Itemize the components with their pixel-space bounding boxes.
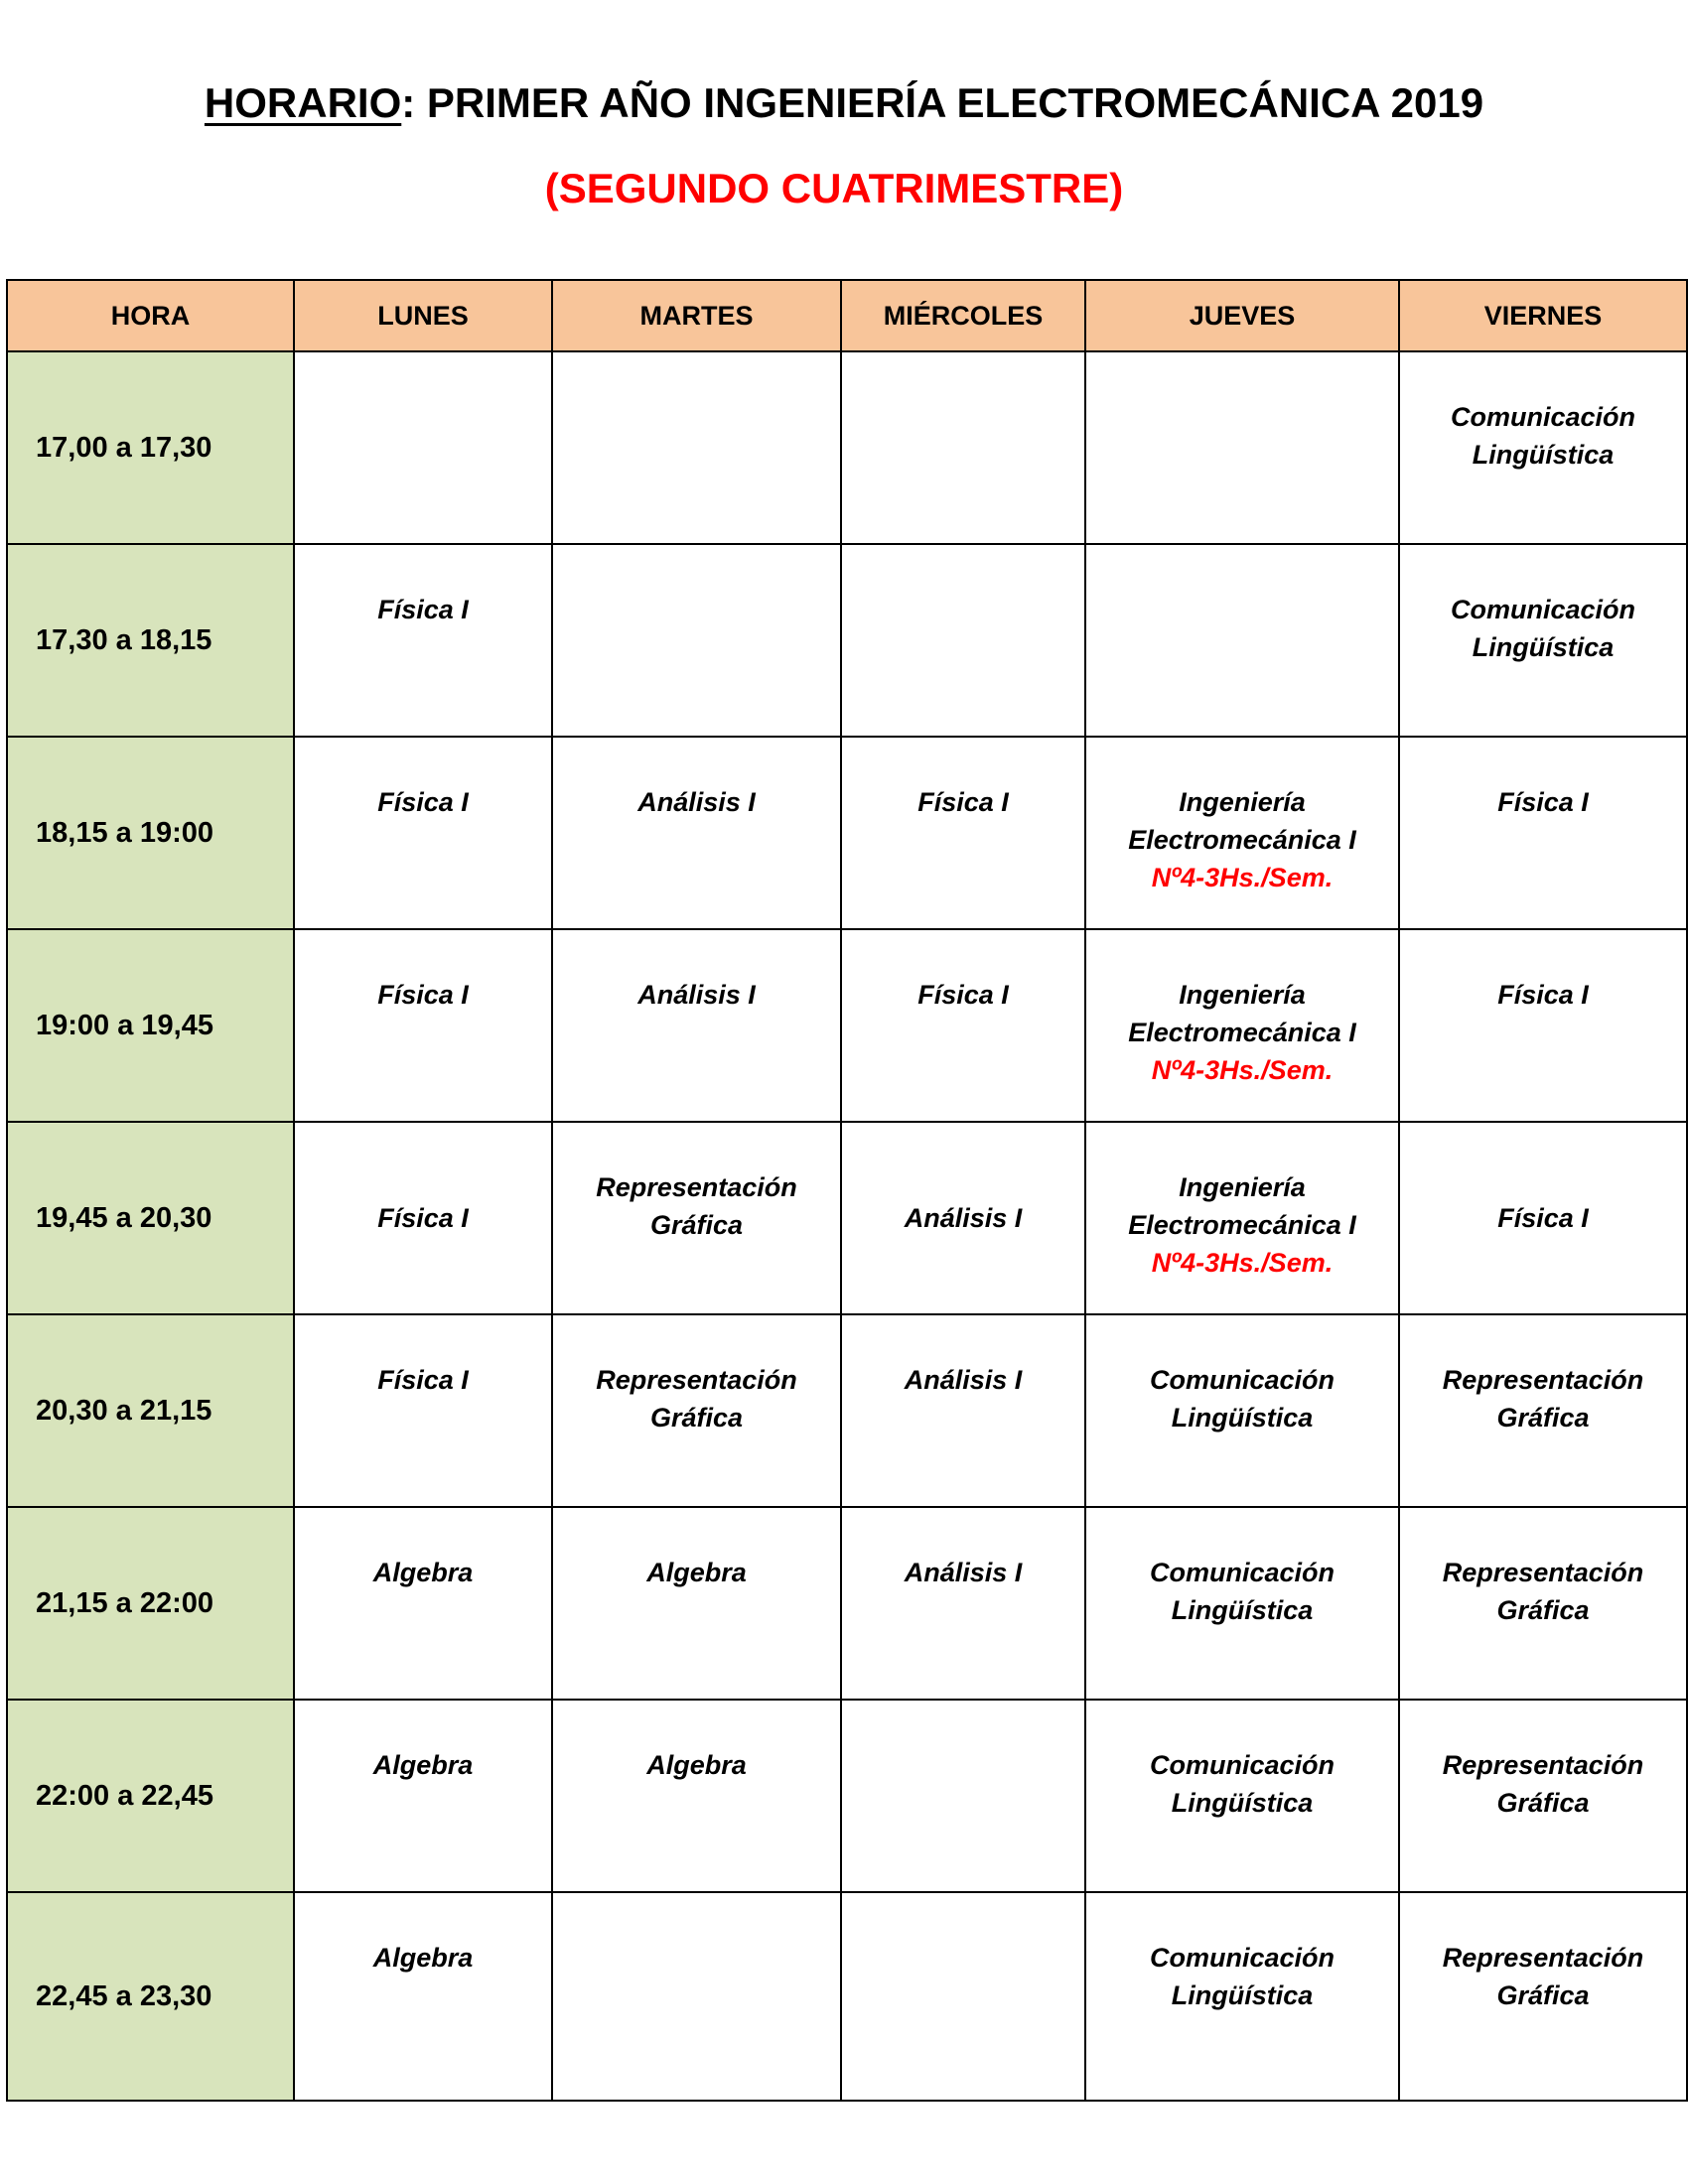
schedule-cell-martes <box>552 737 841 929</box>
schedule-cell-jueves <box>1085 1700 1399 1892</box>
time-slot-cell: 21,15 a 22:00 <box>7 1507 294 1700</box>
subject-name: Análisis I <box>637 787 756 817</box>
time-slot-cell: 20,30 a 21,15 <box>7 1314 294 1507</box>
subject-name: Lingüística <box>1472 440 1615 470</box>
subject-name: Gráfica <box>649 1210 744 1240</box>
time-slot-cell: 17,30 a 18,15 <box>7 544 294 737</box>
subject-name: Ingeniería <box>1179 980 1306 1010</box>
schedule-cell-viernes <box>1399 1892 1687 2101</box>
subject-name: Física I <box>1497 980 1589 1010</box>
subject-name: Comunicación <box>1450 402 1636 432</box>
subject-note: Nº4-3Hs./Sem. <box>1151 1248 1334 1278</box>
time-slot-cell: 18,15 a 19:00 <box>7 737 294 929</box>
subject-name: Lingüística <box>1171 1403 1314 1433</box>
schedule-cell-viernes <box>1399 1507 1687 1700</box>
schedule-cell-viernes <box>1399 929 1687 1122</box>
schedule-cell-martes <box>552 1507 841 1700</box>
subject-name: Análisis I <box>904 1365 1023 1395</box>
column-header-hora: HORA <box>7 280 294 351</box>
column-header-viernes: VIERNES <box>1399 280 1687 351</box>
subject-name: Lingüística <box>1472 632 1615 662</box>
subject-name: Gráfica <box>649 1403 744 1433</box>
schedule-cell-miercoles <box>841 929 1085 1122</box>
subject-name: Física I <box>377 1203 469 1233</box>
subject-note: Nº4-3Hs./Sem. <box>1151 863 1334 892</box>
subject-name: Lingüística <box>1171 1980 1314 2010</box>
schedule-cell-lunes <box>294 1507 552 1700</box>
subject-name: Física I <box>1497 787 1589 817</box>
schedule-cell-martes <box>552 1892 841 2101</box>
schedule-cell-jueves <box>1085 737 1399 929</box>
schedule-cell-miercoles <box>841 1122 1085 1314</box>
subject-name: Comunicación <box>1149 1365 1336 1395</box>
schedule-cell-miercoles <box>841 544 1085 737</box>
schedule-cell-lunes <box>294 1892 552 2101</box>
schedule-cell-jueves <box>1085 1314 1399 1507</box>
column-header-martes: MARTES <box>552 280 841 351</box>
schedule-cell-viernes <box>1399 544 1687 737</box>
schedule-table <box>6 279 1688 2102</box>
time-slot-cell: 22,45 a 23,30 <box>7 1892 294 2101</box>
subject-name: Representación <box>1442 1365 1644 1395</box>
schedule-body <box>7 351 1687 2101</box>
subject-name: Análisis I <box>904 1203 1023 1233</box>
schedule-cell-miercoles <box>841 737 1085 929</box>
table-row <box>7 544 1687 737</box>
subject-name: Representación <box>1442 1943 1644 1973</box>
subject-name: Física I <box>917 787 1009 817</box>
schedule-cell-lunes <box>294 1314 552 1507</box>
schedule-cell-martes <box>552 929 841 1122</box>
subject-name: Comunicación <box>1149 1943 1336 1973</box>
subject-name: Representación <box>596 1365 797 1395</box>
schedule-cell-lunes <box>294 351 552 544</box>
subject-name: Análisis I <box>904 1558 1023 1587</box>
schedule-cell-viernes <box>1399 351 1687 544</box>
subject-name: Física I <box>917 980 1009 1010</box>
subject-name: Análisis I <box>637 980 756 1010</box>
subject-name: Representación <box>596 1172 797 1202</box>
subject-name: Algebra <box>372 1558 474 1587</box>
time-slot-cell: 22:00 a 22,45 <box>7 1700 294 1892</box>
schedule-cell-jueves <box>1085 1122 1399 1314</box>
schedule-cell-miercoles <box>841 1700 1085 1892</box>
subject-name: Ingeniería <box>1179 787 1306 817</box>
subject-name: Física I <box>1497 1203 1589 1233</box>
table-row <box>7 1507 1687 1700</box>
time-slot-cell: 19:00 a 19,45 <box>7 929 294 1122</box>
time-slot-cell: 19,45 a 20,30 <box>7 1122 294 1314</box>
subject-name: Gráfica <box>1496 1403 1590 1433</box>
subject-name: Algebra <box>372 1943 474 1973</box>
subject-name: Física I <box>377 1365 469 1395</box>
table-row <box>7 1892 1687 2101</box>
subject-name: Lingüística <box>1171 1788 1314 1818</box>
time-slot-cell: 17,00 a 17,30 <box>7 351 294 544</box>
page-title <box>0 79 1688 127</box>
schedule-cell-jueves <box>1085 1507 1399 1700</box>
schedule-cell-martes <box>552 1314 841 1507</box>
table-row <box>7 1122 1687 1314</box>
column-header-lunes: LUNES <box>294 280 552 351</box>
subject-name: Electromecánica I <box>1128 1018 1356 1047</box>
schedule-cell-lunes <box>294 544 552 737</box>
subject-name: Algebra <box>372 1750 474 1780</box>
subject-name: Electromecánica I <box>1128 1210 1356 1240</box>
subject-name: Electromecánica I <box>1128 825 1356 855</box>
subject-name: Comunicación <box>1149 1750 1336 1780</box>
subject-name: Comunicación <box>1149 1558 1336 1587</box>
schedule-cell-martes <box>552 1700 841 1892</box>
schedule-cell-lunes <box>294 737 552 929</box>
table-row <box>7 737 1687 929</box>
page-subtitle: (SEGUNDO CUATRIMESTRE) <box>544 165 1124 211</box>
schedule-cell-viernes <box>1399 1700 1687 1892</box>
subject-name: Ingeniería <box>1179 1172 1306 1202</box>
schedule-cell-lunes <box>294 929 552 1122</box>
subject-name: Comunicación <box>1450 595 1636 624</box>
column-header-miercoles: MIÉRCOLES <box>841 280 1085 351</box>
subject-name: Gráfica <box>1496 1595 1590 1625</box>
schedule-cell-martes <box>552 351 841 544</box>
schedule-cell-viernes <box>1399 1122 1687 1314</box>
schedule-cell-miercoles <box>841 351 1085 544</box>
subject-name: Algebra <box>646 1558 747 1587</box>
column-header-jueves: JUEVES <box>1085 280 1399 351</box>
table-row <box>7 351 1687 544</box>
schedule-cell-miercoles <box>841 1507 1085 1700</box>
schedule-cell-miercoles <box>841 1892 1085 2101</box>
table-row <box>7 1700 1687 1892</box>
subject-note: Nº4-3Hs./Sem. <box>1151 1055 1334 1085</box>
table-row <box>7 929 1687 1122</box>
title-lead: HORARIO <box>204 79 402 126</box>
schedule-cell-viernes <box>1399 737 1687 929</box>
schedule-cell-jueves <box>1085 351 1399 544</box>
schedule-cell-miercoles <box>841 1314 1085 1507</box>
header-row <box>7 280 1687 351</box>
subject-name: Gráfica <box>1496 1788 1590 1818</box>
subject-name: Representación <box>1442 1558 1644 1587</box>
subject-name: Física I <box>377 595 469 624</box>
schedule-cell-lunes <box>294 1122 552 1314</box>
subject-name: Algebra <box>646 1750 747 1780</box>
schedule-cell-jueves <box>1085 929 1399 1122</box>
schedule-cell-jueves <box>1085 544 1399 737</box>
schedule-cell-viernes <box>1399 1314 1687 1507</box>
table-row <box>7 1314 1687 1507</box>
subject-name: Física I <box>377 787 469 817</box>
schedule-cell-martes <box>552 544 841 737</box>
title-rest: : PRIMER AÑO INGENIERÍA ELECTROMECÁNICA 2019 <box>401 79 1484 126</box>
subject-name: Lingüística <box>1171 1595 1314 1625</box>
schedule-cell-jueves <box>1085 1892 1399 2101</box>
subject-name: Representación <box>1442 1750 1644 1780</box>
schedule-cell-lunes <box>294 1700 552 1892</box>
subject-name: Gráfica <box>1496 1980 1590 2010</box>
schedule-cell-martes <box>552 1122 841 1314</box>
subject-name: Física I <box>377 980 469 1010</box>
